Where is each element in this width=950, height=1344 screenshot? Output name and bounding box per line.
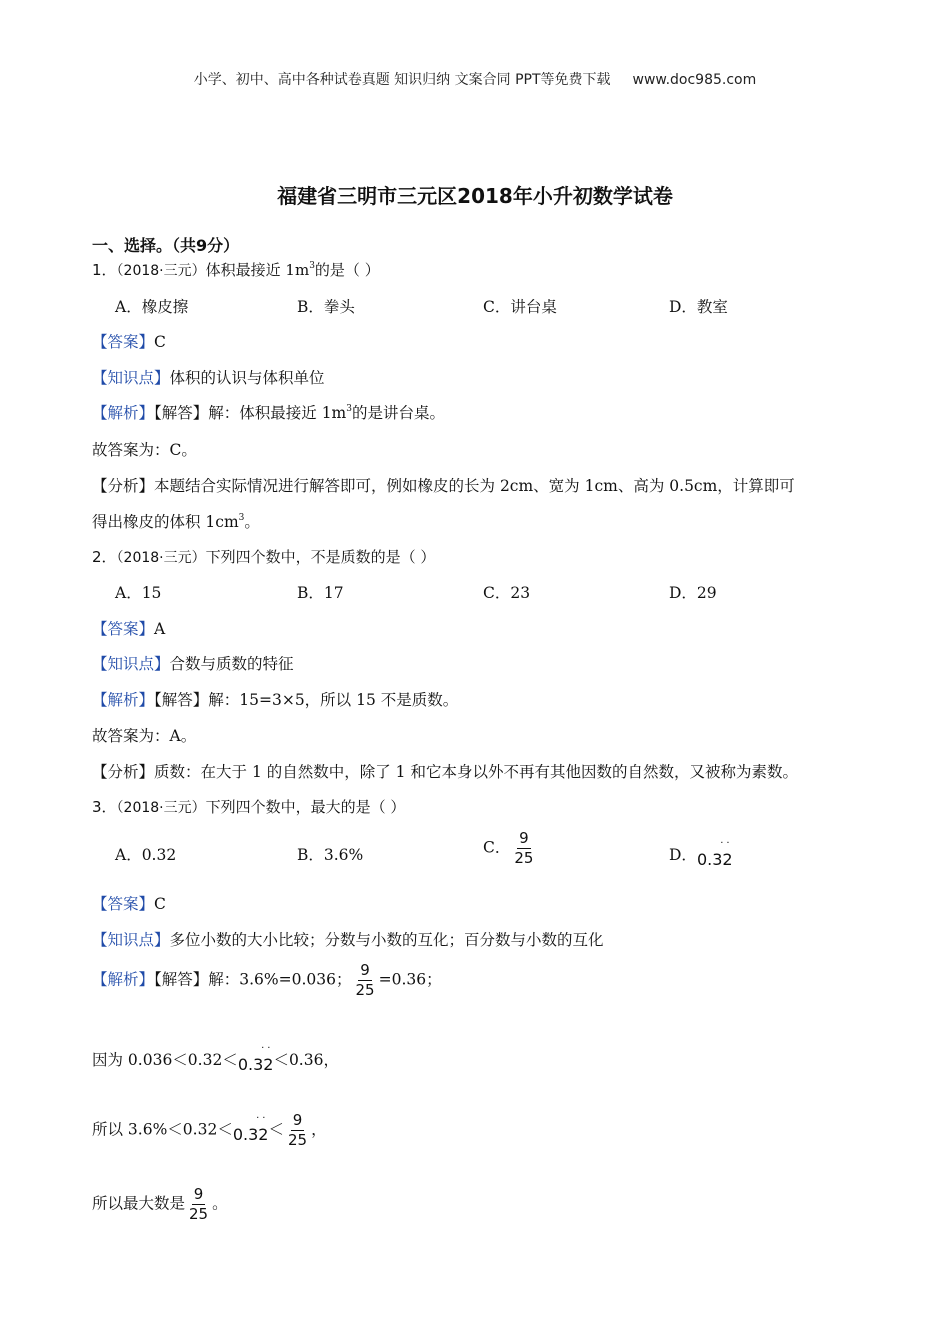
q1-fenxi-cont	[92, 510, 260, 532]
page-title: 福建省三明市三元区2018年小升初数学试卷	[277, 184, 673, 208]
q3-stem	[92, 796, 405, 817]
q2-knowledge	[92, 652, 294, 674]
repeating-value: 0.32	[696, 850, 733, 869]
analysis-label: 【解析】	[92, 691, 155, 709]
q1-answer	[92, 330, 166, 352]
q3-line1-a: 因为 0.036＜0.32＜	[92, 1051, 238, 1069]
q3-jiexi	[92, 962, 442, 999]
q1-fenxi-2a: 得出橡皮的体积 1cm	[92, 513, 239, 531]
repeating-dots: ··	[261, 1043, 274, 1054]
q1-jiexi-b: 的是讲台桌。	[352, 404, 446, 422]
q3-option-d[interactable]	[669, 838, 733, 869]
q2-option-b[interactable]: B．17	[297, 584, 344, 602]
repeating-decimal	[232, 1112, 269, 1144]
q3-option-b[interactable]: B．3.6%	[297, 846, 364, 864]
repeating-decimal	[237, 1043, 274, 1074]
q1-option-b[interactable]: B．拳头	[297, 298, 355, 316]
q3-answer-value: C	[154, 895, 166, 913]
q2-answer	[92, 617, 165, 639]
fraction-denominator: 25	[287, 1131, 308, 1149]
fraction-denominator: 25	[355, 981, 375, 999]
q1-fenxi-2b: 。	[244, 513, 260, 531]
q1-knowledge	[92, 366, 325, 388]
q3-line2-c: ，	[311, 1120, 327, 1139]
q2-jiexi	[92, 688, 458, 710]
repeating-value: 0.32	[232, 1124, 269, 1144]
fraction-numerator: 9	[519, 829, 529, 847]
q3-line3-a: 所以最大数是	[92, 1194, 186, 1213]
q1-fenxi	[92, 474, 795, 496]
q3-jiexi-a: 【解答】解：3.6%=0.036；	[154, 970, 352, 989]
q2-source: （2018·三元）	[116, 550, 206, 566]
q1-jiexi-sup: 3	[346, 404, 352, 414]
answer-label: 【答案】	[92, 620, 155, 638]
q3-line1-b: ＜0.36，	[273, 1051, 339, 1069]
section-heading: 一、选择。（共9分）	[92, 236, 240, 255]
q2-number: 2．	[92, 548, 117, 566]
answer-label: 【答案】	[92, 895, 155, 913]
q1-fenxi-line1: 本题结合实际情况进行解答即可，例如橡皮的长为 2cm、宽为 1cm、高为 0.5cm，计算即可	[154, 477, 795, 495]
q2-conclusion: 故答案为：A。	[92, 727, 197, 745]
q3-answer	[92, 892, 166, 914]
q3-line2-a: 所以 3.6%＜0.32＜	[92, 1120, 233, 1139]
q1-jiexi-a: 【解答】解：体积最接近 1m	[154, 404, 347, 422]
header-text: 小学、初中、高中各种试卷真题 知识归纳 文案合同 PPT等免费下载	[193, 72, 611, 88]
q1-number: 1．	[92, 261, 117, 279]
q2-fenxi	[92, 760, 798, 782]
q3-source: （2018·三元）	[116, 800, 206, 816]
fenxi-label: 【分析】	[92, 763, 155, 781]
q3-stem-text: 下列四个数中，最大的是（ ）	[205, 798, 406, 816]
q3-option-c-label: C．	[483, 838, 511, 857]
fraction-9-25	[187, 1186, 210, 1223]
q3-line1	[92, 1043, 339, 1074]
fraction-numerator: 9	[360, 961, 370, 979]
q2-option-d[interactable]: D．29	[669, 584, 717, 602]
q1-source: （2018·三元）	[116, 263, 206, 279]
q1-option-a[interactable]: A．橡皮擦	[115, 298, 189, 316]
page-header	[0, 69, 950, 89]
analysis-label: 【解析】	[92, 404, 155, 422]
q1-answer-value: C	[154, 333, 166, 351]
q2-jiexi-text: 【解答】解：15=3×5，所以 15 不是质数。	[154, 691, 459, 709]
q2-answer-value: A	[154, 620, 166, 638]
fenxi-label: 【分析】	[92, 477, 155, 495]
q2-stem	[92, 546, 435, 567]
q3-option-c[interactable]	[483, 830, 537, 867]
q2-option-a[interactable]: A．15	[115, 584, 162, 602]
q3-option-a[interactable]: A．0.32	[115, 846, 177, 864]
knowledge-label: 【知识点】	[92, 369, 170, 387]
q1-option-d[interactable]: D．教室	[669, 298, 728, 316]
q3-line2-b: ＜	[268, 1120, 284, 1139]
q1-stem-b: 的是（ ）	[314, 261, 380, 279]
knowledge-label: 【知识点】	[92, 931, 170, 949]
repeating-dots: ··	[720, 838, 733, 849]
q1-stem	[92, 259, 380, 280]
fraction-denominator: 25	[514, 849, 534, 867]
q2-knowledge-text: 合数与质数的特征	[169, 655, 294, 673]
q1-stem-sup: 3	[309, 261, 315, 271]
repeating-value: 0.32	[237, 1055, 274, 1074]
fraction-9-25	[512, 830, 535, 867]
answer-label: 【答案】	[92, 333, 155, 351]
knowledge-label: 【知识点】	[92, 655, 170, 673]
q3-line3-b: 。	[212, 1194, 228, 1213]
analysis-label: 【解析】	[92, 970, 155, 989]
repeating-decimal	[696, 838, 733, 869]
q2-fenxi-text: 质数：在大于 1 的自然数中，除了 1 和它本身以外不再有其他因数的自然数，又被称为素数。	[154, 763, 798, 781]
q3-option-d-label: D．	[669, 846, 697, 864]
q1-jiexi	[92, 401, 445, 423]
q3-line2	[92, 1112, 327, 1149]
q3-line3	[92, 1186, 228, 1223]
repeating-dots: ··	[256, 1112, 269, 1124]
fraction-denominator: 25	[189, 1205, 209, 1223]
q3-knowledge	[92, 928, 604, 950]
fraction-numerator: 9	[193, 1185, 204, 1203]
q3-jiexi-b: =0.36；	[378, 970, 442, 989]
fraction-numerator: 9	[292, 1111, 303, 1129]
fraction-9-25	[286, 1112, 309, 1149]
q1-knowledge-text: 体积的认识与体积单位	[169, 369, 325, 387]
q3-number: 3．	[92, 798, 117, 816]
q1-stem-a: 体积最接近 1m	[205, 261, 310, 279]
q2-stem-text: 下列四个数中，不是质数的是（ ）	[205, 548, 436, 566]
q3-knowledge-text: 多位小数的大小比较；分数与小数的互化；百分数与小数的互化	[169, 931, 604, 949]
q1-option-c[interactable]: C．讲台桌	[483, 298, 557, 316]
header-site-link[interactable]: www.doc985.com	[632, 72, 757, 88]
q2-option-c[interactable]: C．23	[483, 584, 531, 602]
q1-conclusion: 故答案为：C。	[92, 441, 197, 459]
fraction-9-25	[354, 962, 377, 999]
q1-fenxi-2sup: 3	[238, 513, 245, 523]
